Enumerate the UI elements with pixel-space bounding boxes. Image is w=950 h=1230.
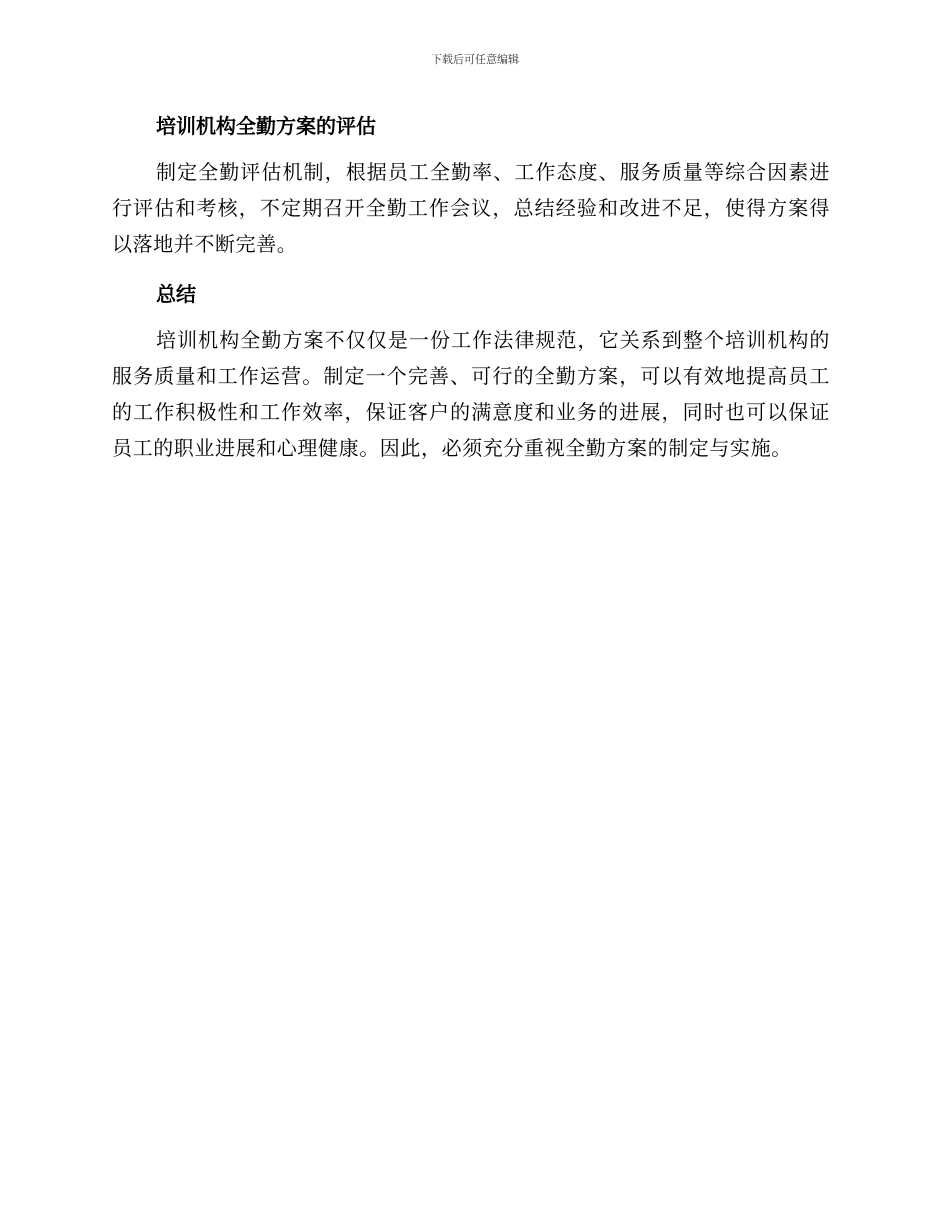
spacer	[112, 262, 830, 276]
section-paragraph-summary: 培训机构全勤方案不仅仅是一份工作法律规范，它关系到整个培训机构的服务质量和工作运营。制定一个完善、可行的全勤方案，可以有效地提高员工的工作积极性和工作效率，保证客户的满意度和业务的进展，同时也可以保证员工的职业进展和心理健康。因此，必须充分重视全勤方案的制定与实施。	[112, 328, 830, 460]
section-heading-summary: 总结	[156, 282, 196, 306]
section-paragraph-evaluation: 制定全勤评估机制，根据员工全勤率、工作态度、服务质量等综合因素进行评估和考核，不定期召开全勤工作会议，总结经验和改进不足，使得方案得以落地并不断完善。	[112, 160, 830, 256]
spacer	[112, 312, 830, 322]
section-heading-evaluation: 培训机构全勤方案的评估	[156, 114, 376, 138]
document-body	[112, 108, 830, 466]
spacer	[112, 144, 830, 154]
page-header-note: 下载后可任意编辑	[431, 53, 519, 66]
